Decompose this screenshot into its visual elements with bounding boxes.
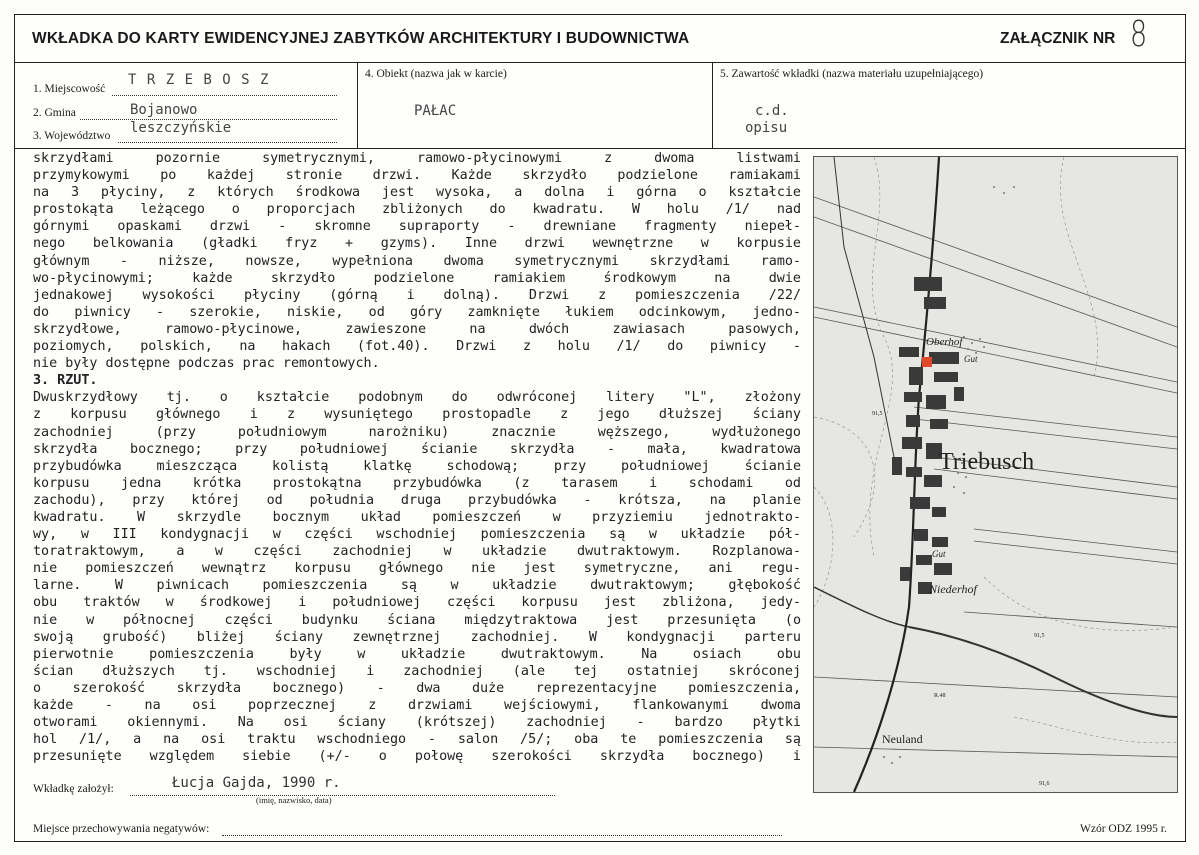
text-line: o szerokość skrzydła bocznego) - dwa duże reprezentacyjne pomieszczenia, (33, 680, 801, 696)
text-line: korpusu jedna krótka prostokątna przybudówka (z tarasem i schodami od (33, 475, 801, 491)
zawartosc-label: 5. Zawartość wkładki (nazwa materiału uzupełniającego) (720, 68, 984, 80)
wojewodztwo-dots (118, 142, 337, 143)
map-elevation-3: R.48 (934, 693, 946, 699)
fields-divider-2 (712, 62, 713, 148)
text-line: nie pomieszczeń wewnątrz korpusu głównego nie jest symetryczne, ani regu- (33, 561, 801, 577)
text-line: nie były dostępne podczas prac remontowych. (33, 356, 380, 372)
negatives-location-dots[interactable] (222, 835, 782, 836)
signature-note: (imię, nazwisko, data) (256, 795, 332, 805)
text-line: zachodu), przy której od południa druga przybudówka - krótsza, na planie (33, 492, 801, 508)
gmina-label: 2. Gmina (33, 107, 76, 119)
fields-divider-1 (357, 62, 358, 148)
negatives-location-label: Miejsce przechowywania negatywów: (33, 823, 210, 835)
map-label-niederhof: Niederhof (929, 582, 977, 596)
text-line: nego belkowania (gładki fryz + gzyms). Inne drzwi wewnętrzne w korpusie (33, 236, 801, 252)
text-line: obu traktów w środkowej i południowej części korpusu jest zbliżona, jedy- (33, 595, 801, 611)
map-label-oberhof: Oberhof (926, 336, 963, 348)
text-line: larne. W piwnicach pomieszczenia są w układzie dwutraktowym; głębokość (33, 578, 801, 594)
map-label-gut-1: Gut (964, 354, 978, 364)
text-line: zachodniej (przy południowym narożniku) znacznie węższego, wydłużonego (33, 424, 801, 440)
obiekt-label: 4. Obiekt (nazwa jak w karcie) (365, 68, 507, 80)
form-title: WKŁADKA DO KARTY EWIDENCYJNEJ ZABYTKÓW ARCHITEKTURY I BUDOWNICTWA (32, 30, 690, 47)
text-line: ścian dłuższych tj. wschodniej i zachodniej (ale tej ostatniej skróconej (33, 663, 801, 679)
text-line: głównym - niższe, nowsze, wypełniona dwoma symetrycznymi skrzydłami ramo- (33, 253, 801, 269)
text-line: przymykowymi po każdej stronie drzwi. Każde skrzydło podzielone ramiakami (33, 168, 801, 184)
text-line: Dwuskrzydłowy tj. o kształcie podobnym do odwróconej litery "L", złożony (33, 390, 801, 406)
text-line: prostokąta leżącego o proporcjach zbliżonych do kwadratu. W holu /1/ nad (33, 202, 801, 218)
wojewodztwo-label: 3. Województwo (33, 130, 111, 142)
map-label-gut-2: Gut (932, 549, 946, 559)
attachment-label: ZAŁĄCZNIK NR (1000, 30, 1116, 47)
text-line: toratraktowym, a w części zachodniej w układzie dwutraktowym. Rozplanowa- (33, 544, 801, 560)
fields-bottom-divider (14, 148, 1186, 149)
text-line: do piwnicy - szerokie, niskie, od góry zamknięte łukiem odcinkowym, jedno- (33, 304, 801, 320)
map-label-neuland: Neuland (882, 732, 923, 746)
description-text (33, 150, 801, 765)
gmina-value[interactable]: Bojanowo (130, 102, 198, 118)
text-line: wy, w III kondygnacji w części wschodniej pomieszczenia są w układzie pół- (33, 527, 801, 543)
text-line: otworami okiennymi. Na osi ściany (krótszej) zachodniej - bardzo płytki (33, 715, 801, 731)
zawartosc-value-1[interactable]: c.d. (755, 103, 789, 119)
text-line: kwadratu. W skrzydle bocznym układ pomieszczeń w przyziemiu jednotrakto- (33, 509, 801, 525)
text-line: górnymi opaskami drzwi - skromne supraporty - drewniane fragmenty niepeł- (33, 219, 801, 235)
text-line: przybudówka mieszcząca kolistą klatkę schodową; przy południowej ścianie (33, 458, 801, 474)
text-line: na 3 płyciny, z których środkowa jest wysoka, a dolna i górna o kształcie (33, 185, 801, 201)
header-divider (14, 62, 1186, 63)
map-label-triebusch: Triebusch (939, 449, 1035, 475)
miejscowosc-dots (112, 95, 337, 96)
form-template-id: Wzór ODZ 1995 r. (1080, 823, 1167, 835)
map-elevation-2: 91,5 (1034, 633, 1045, 639)
text-line: nie w północnej części budynku ściana międzytraktowa jest przesunięta (o (33, 612, 801, 628)
signature-label: Wkładkę założył: (33, 783, 114, 795)
obiekt-value[interactable]: PAŁAC (414, 103, 457, 119)
text-line: z korpusu głównego i z wysuniętego prostopadle z jego dłuższej ściany (33, 407, 801, 423)
text-line: każde - na osi poprzecznej z drzwiami wejściowymi, flankowanymi dwoma (33, 698, 801, 713)
text-line: skrzydła bocznego; przy południowej ścianie skrzydła - mała, kwadratowa (33, 441, 801, 457)
signature-value[interactable]: Łucja Gajda, 1990 r. (172, 775, 341, 791)
map-elevation-4: 91,6 (1039, 781, 1050, 787)
map-elevation-1: 91,5 (872, 411, 883, 417)
text-line: pierwotnie pomieszczenia były w układzie dwutraktowym. Na osiach obu (33, 646, 801, 662)
text-line: poziomych, polskich, na hakach (fot.40). Drzwi z holu /1/ do piwnicy - (33, 339, 801, 355)
palace-marker (922, 357, 932, 367)
text-line: skrzydłami pozornie symetrycznymi, ramowo-płycinowymi z dwoma listwami (33, 151, 801, 166)
text-line: jednakowej wysokości płyciny (górną i dolną). Drzwi z pomieszczenia /22/ (33, 287, 801, 303)
zawartosc-value-2[interactable]: opisu (745, 120, 788, 136)
text-line: hol /1/, a na osi traktu wschodniego - salon /5/; oba te pomieszczenia są (33, 732, 801, 748)
miejscowosc-value[interactable]: T R Z E B O S Z (128, 72, 270, 88)
text-line: przesunięte względem siebie (+/- o połowę szerokości skrzydła bocznego) i (33, 749, 801, 765)
attachment-number: 8 (1130, 14, 1148, 55)
miejscowosc-label: 1. Miejscowość (33, 83, 106, 95)
topographic-map (813, 156, 1178, 793)
text-line: swoją grubość) bliżej ściany zewnętrznej zachodniej. W kondygnacji parteru (33, 629, 801, 645)
wojewodztwo-value[interactable]: leszczyńskie (130, 120, 232, 136)
section-heading: 3. RZUT. (33, 373, 98, 389)
text-line: skrzydłowe, ramowo-płycinowe, zawieszone na dwóch zawiasach pasowych, (33, 321, 801, 337)
text-line: wo-płycinowymi; każde skrzydło podzielone ramiakiem środkowym na dwie (33, 270, 801, 286)
signature-dots (130, 795, 555, 796)
